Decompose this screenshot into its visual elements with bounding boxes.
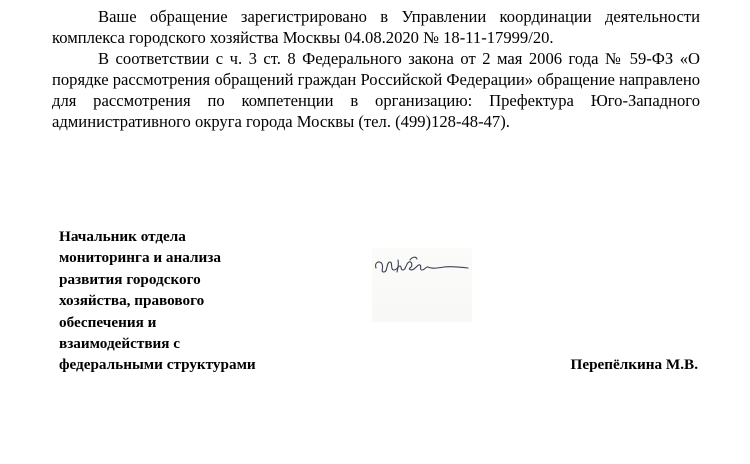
signatory-title bbox=[59, 226, 309, 376]
registration-paragraph: Ваше обращение зарегистрировано в Управлении координации деятельности комплекса городского хозяйства Москвы 04.08.2020 № 18-11-17999/20. bbox=[52, 7, 700, 47]
signatory-title-line: мониторинга и анализа bbox=[59, 249, 221, 267]
signatory-name: Перепёлкина М.В. bbox=[570, 356, 698, 373]
referral-paragraph: В соответствии с ч. 3 ст. 8 Федерального закона от 2 мая 2006 года № 59-ФЗ «О порядке рассмотрения обращений граждан Российской Федерации» обращение направлено для рассмотрения по компетенции в организацию: Префектура Юго-Западного административного округа города Москвы (тел. (499)128-48-47). bbox=[52, 49, 701, 131]
signature-strokes bbox=[372, 248, 472, 322]
signatory-title-line: обеспечения и bbox=[59, 313, 157, 331]
handwritten-signature-icon bbox=[372, 248, 472, 322]
signatory-title-line: федеральными структурами bbox=[59, 356, 256, 374]
signatory-title-line: хозяйства, правового bbox=[59, 292, 205, 310]
letter-body bbox=[52, 6, 700, 132]
signatory-title-line: развития городского bbox=[59, 270, 201, 288]
signatory-title-line: Начальник отдела bbox=[59, 228, 186, 245]
signatory-title-line: взаимодействия с bbox=[59, 335, 181, 353]
